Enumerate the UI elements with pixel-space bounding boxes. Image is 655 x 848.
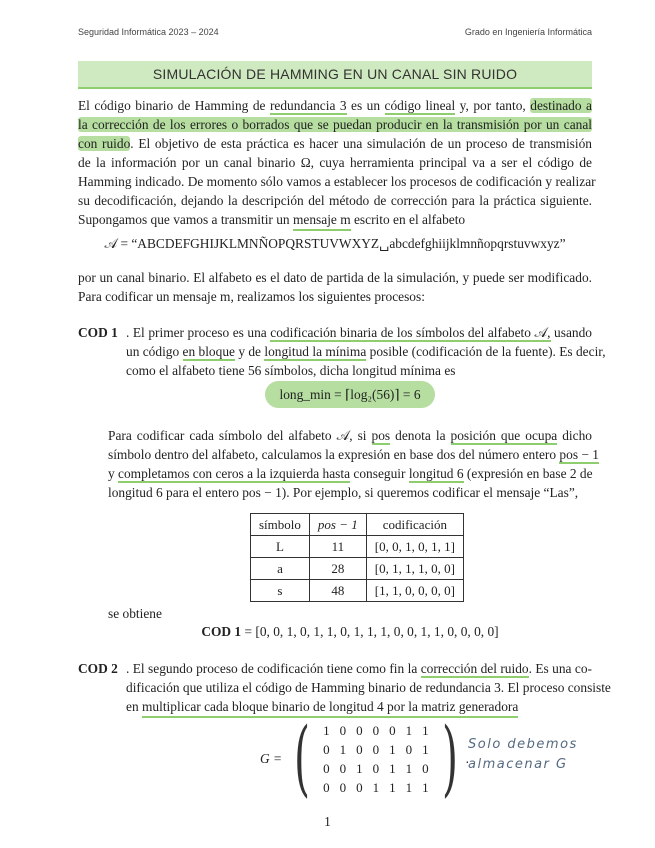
- text-segment: su decodificación, dejando la descripción del método de corrección para la práctica siguiente.: [78, 193, 592, 208]
- text-segment: El código binario de Hamming de: [78, 98, 270, 113]
- encoding-table-wrap: [250, 513, 464, 602]
- matrix-entry: 1: [405, 760, 413, 776]
- right-paren: ): [441, 711, 458, 806]
- matrix-entry: 1: [389, 779, 396, 795]
- table-cell: L: [251, 536, 310, 558]
- table-cell: [0, 0, 1, 0, 1, 1]: [366, 536, 463, 558]
- text-line: [108, 426, 592, 445]
- long-min-formula: long_min = ⌈log₂(56)⌉ = 6: [265, 381, 434, 408]
- matrix-entry: 0: [339, 760, 347, 776]
- underlined-text: completamos con ceros a la izquierda hasta: [118, 466, 351, 481]
- matrix-entry: 1: [389, 760, 396, 776]
- left-paren: (: [294, 711, 311, 806]
- text-line: [126, 323, 592, 342]
- underlined-text: longitud la mínima: [264, 344, 367, 359]
- se-obtiene-text: se obtiene: [108, 606, 162, 621]
- cod1-result: [108, 624, 592, 640]
- text-segment: (expresión en base 2 de: [463, 466, 593, 481]
- text-segment: usando: [550, 325, 592, 340]
- text-segment: longitud 6 para el entero pos − 1). Por ejemplo, si queremos codificar el mensaje “Las”,: [108, 485, 579, 500]
- text-segment: Supongamos que vamos a transmitir un: [78, 212, 293, 227]
- table-cell: [1, 1, 0, 0, 0, 0]: [366, 580, 463, 602]
- matrix-row: [318, 759, 434, 778]
- table-cell: 28: [309, 558, 366, 580]
- text-line: [126, 342, 606, 361]
- text-segment: denota la: [390, 428, 451, 443]
- underlined-text: código lineal: [384, 98, 456, 113]
- matrix-entry: 0: [339, 722, 347, 738]
- alphabet-formula: 𝒜 = “ABCDEFGHIJKLMNÑOPQRSTUVWXYZ␣abcdefghiĳklmnñopqrstuvwxyz”: [104, 236, 566, 251]
- text-segment: de la información por un canal binario Ω, cuya herramienta principal va a ser el código de: [78, 155, 592, 170]
- matrix-grid: [318, 721, 434, 797]
- text-segment: dicho: [557, 428, 592, 443]
- text-line: [78, 153, 592, 172]
- encoding-table: [250, 513, 464, 602]
- cod1-paragraph-2: [108, 426, 599, 502]
- text-segment: conseguir: [350, 466, 409, 481]
- matrix-entry: 0: [372, 760, 380, 776]
- highlighted-text: con ruido: [78, 136, 131, 151]
- text-line: [78, 172, 596, 191]
- matrix-entry: 0: [323, 779, 330, 795]
- underlined-text: codificación binaria de los símbolos del alfabeto 𝒜,: [270, 325, 551, 340]
- underlined-text: mensaje m: [293, 210, 351, 231]
- matrix-entry: 0: [389, 722, 396, 738]
- matrix-row: [318, 721, 434, 740]
- matrix-entry: 1: [389, 741, 396, 757]
- matrix-entry: 1: [405, 722, 413, 738]
- text-line: [108, 464, 592, 483]
- underlined-text: en bloque: [182, 344, 235, 359]
- cod1-label: COD 1: [78, 325, 118, 340]
- matrix-period: .: [465, 751, 469, 766]
- text-segment: en: [126, 699, 142, 714]
- matrix-entry: 0: [356, 741, 363, 757]
- page-number: 1: [324, 814, 331, 829]
- matrix-entry: 1: [323, 722, 330, 738]
- text-line: [126, 659, 592, 678]
- text-segment: escrito en el alfabeto: [350, 212, 466, 227]
- highlighted-text: la corrección de los errores o borrados que se puedan producir en la transmisión por un canal: [78, 117, 592, 132]
- matrix-entry: 1: [422, 779, 429, 795]
- text-segment: es un: [346, 98, 385, 113]
- text-segment: y de: [234, 344, 265, 359]
- intro-paragraph: [78, 96, 596, 231]
- underlined-text: multiplicar cada bloque binario de longitud 4 por la matriz generadora: [142, 697, 518, 718]
- underlined-text: redundancia 3: [269, 98, 347, 113]
- matrix-entry: 0: [422, 760, 429, 776]
- text-line: [108, 445, 599, 464]
- matrix-entry: 1: [356, 760, 363, 776]
- matrix-entry: 0: [356, 779, 363, 795]
- cod2-label: COD 2: [78, 661, 118, 676]
- table-cell: s: [251, 580, 310, 602]
- table-cell: 11: [309, 536, 366, 558]
- text-segment: . El segundo proceso de codificación tiene como fin la: [126, 661, 421, 676]
- table-row: [251, 536, 464, 558]
- matrix-label: G =: [260, 751, 283, 766]
- text-segment: un código: [126, 344, 183, 359]
- cod1-result-value: = [0, 0, 1, 0, 1, 1, 0, 1, 1, 1, 0, 0, 1, 1, 0, 0, 0, 0]: [241, 624, 499, 639]
- handwritten-note: [465, 735, 578, 775]
- text-line: [78, 191, 592, 210]
- matrix-entry: 1: [405, 779, 413, 795]
- matrix-entry: 0: [356, 722, 363, 738]
- text-line: [78, 287, 592, 306]
- table-header: símbolo: [251, 514, 310, 536]
- cod1-result-label: COD 1: [201, 624, 242, 639]
- note-line: almacenar G: [468, 757, 568, 772]
- text-segment: como el alfabeto tiene 56 símbolos, dicha longitud mínima es: [126, 363, 456, 378]
- table-header: codificación: [366, 514, 463, 536]
- underlined-text: posición que ocupa: [450, 428, 558, 443]
- underlined-text: pos: [371, 428, 391, 443]
- header-degree: Grado en Ingeniería Informática: [464, 27, 592, 37]
- matrix-entry: 1: [339, 741, 347, 757]
- text-segment: y: [108, 466, 119, 481]
- text-line: [126, 697, 592, 718]
- table-row: [251, 558, 464, 580]
- text-segment: dificación que utiliza el código de Hamming binario de redundancia 3. El proceso consiste: [126, 680, 611, 695]
- header-course: Seguridad Informática 2023 – 2024: [78, 27, 219, 37]
- text-line: [108, 483, 592, 502]
- table-header: pos − 1: [309, 514, 366, 536]
- table-cell: 48: [309, 580, 366, 602]
- text-segment: símbolo dentro del alfabeto, calculamos la expresión en base dos del número entero: [108, 447, 560, 462]
- matrix-entry: 1: [422, 741, 429, 757]
- cod2-paragraph: [126, 659, 611, 718]
- text-line: [126, 678, 611, 697]
- table-row: [251, 580, 464, 602]
- matrix-entry: 0: [323, 760, 330, 776]
- matrix-row: [318, 740, 434, 759]
- text-segment: Para codificar cada símbolo del alfabeto 𝒜, si: [108, 428, 372, 443]
- matrix-entry: 0: [372, 741, 380, 757]
- generator-matrix: [260, 711, 469, 806]
- text-line: [78, 210, 592, 231]
- text-segment: Para codificar un mensaje m, realizamos los siguientes procesos:: [78, 289, 425, 304]
- text-segment: . El objetivo de esta práctica es hacer una simulación de un proceso de transmisión: [130, 136, 592, 151]
- page-title: SIMULACIÓN DE HAMMING EN UN CANAL SIN RUIDO: [78, 61, 592, 89]
- text-segment: . Es una co-: [528, 661, 593, 676]
- text-segment: Hamming indicado. De momento sólo vamos a establecer los procesos de codificación y realizar: [78, 174, 596, 189]
- highlighted-text: destinado a: [530, 98, 592, 113]
- text-line: [126, 361, 592, 380]
- matrix-entry: 0: [339, 779, 347, 795]
- alphabet-paragraph: [78, 268, 592, 306]
- underlined-text: pos − 1: [559, 447, 599, 462]
- text-line: [78, 268, 592, 287]
- matrix-entry: 1: [422, 722, 429, 738]
- text-line: [78, 134, 592, 153]
- note-line: Solo debemos: [468, 737, 578, 752]
- text-segment: por un canal binario. El alfabeto es el dato de partida de la simulación, y puede ser modificado.: [78, 270, 592, 285]
- text-segment: . El primer proceso es una: [126, 325, 271, 340]
- cod1-paragraph: [126, 323, 606, 380]
- matrix-row: [318, 778, 434, 797]
- text-segment: y, por tanto,: [455, 98, 531, 113]
- underlined-text: corrección del ruido: [420, 661, 529, 676]
- matrix-entry: 0: [323, 741, 330, 757]
- text-line: [78, 96, 592, 115]
- text-segment: posible (codificación de la fuente). Es decir,: [366, 344, 606, 359]
- matrix-entry: 1: [372, 779, 380, 795]
- matrix-entry: 0: [405, 741, 413, 757]
- table-cell: a: [251, 558, 310, 580]
- text-line: [78, 115, 592, 134]
- matrix-entry: 0: [372, 722, 380, 738]
- table-cell: [0, 1, 1, 1, 0, 0]: [366, 558, 463, 580]
- underlined-text: longitud 6: [408, 466, 464, 481]
